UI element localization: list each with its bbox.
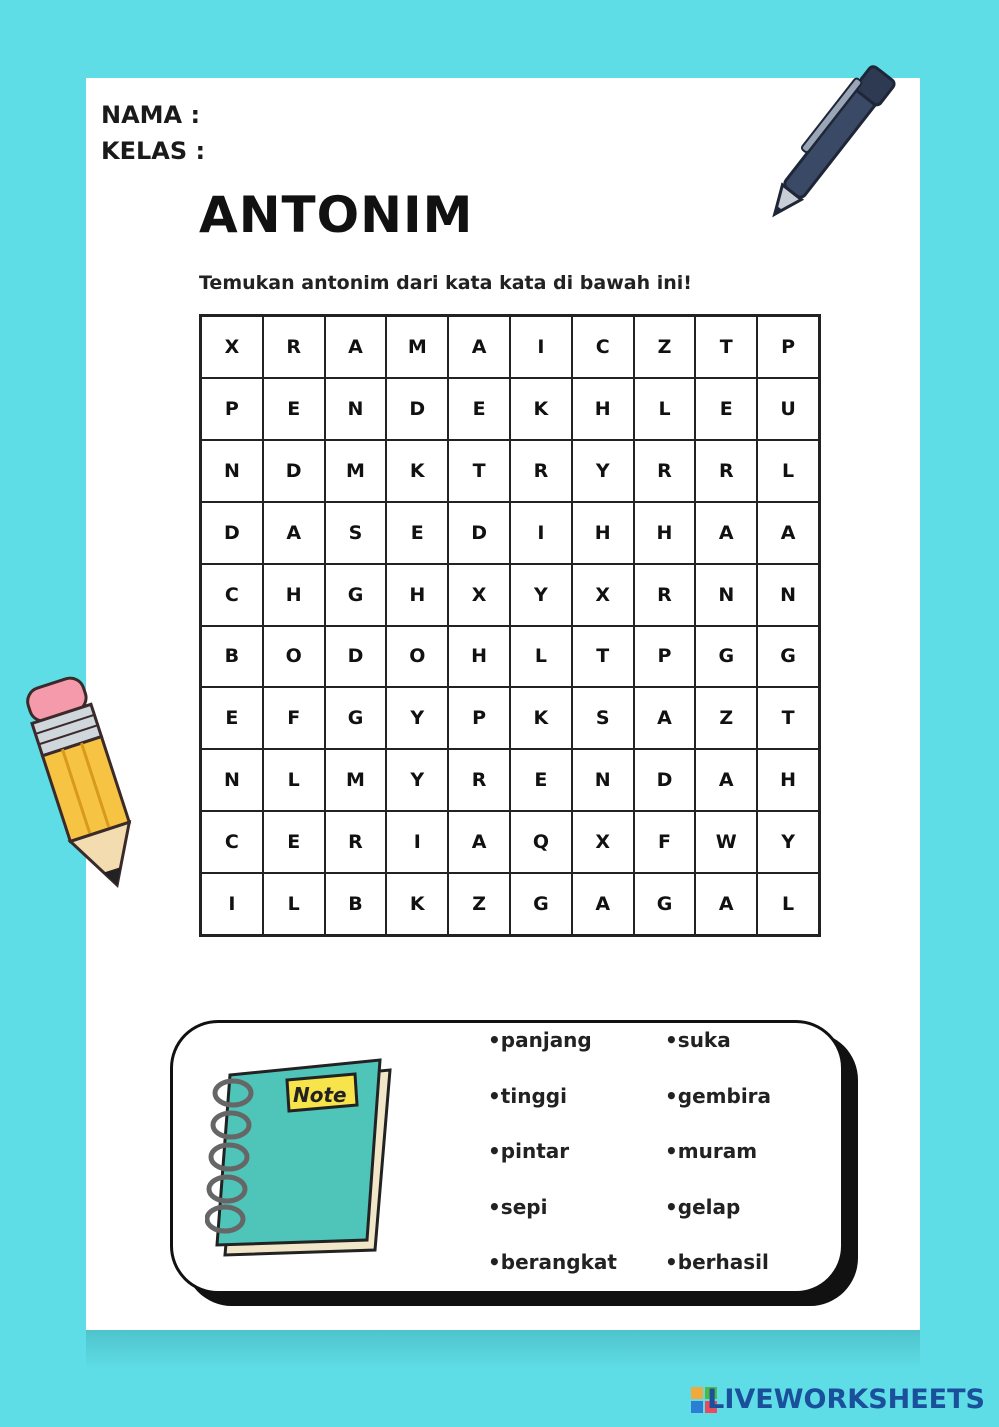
grid-cell[interactable]: I: [510, 502, 572, 564]
grid-cell[interactable]: L: [634, 378, 696, 440]
grid-cell[interactable]: C: [201, 811, 263, 873]
word-item: •berangkat: [488, 1250, 617, 1274]
grid-cell[interactable]: E: [386, 502, 448, 564]
grid-cell[interactable]: Z: [448, 873, 510, 935]
grid-cell[interactable]: L: [757, 873, 819, 935]
grid-cell[interactable]: E: [263, 811, 325, 873]
grid-cell[interactable]: A: [695, 873, 757, 935]
grid-cell[interactable]: A: [695, 502, 757, 564]
grid-cell[interactable]: M: [325, 749, 387, 811]
pencil-icon: [25, 668, 150, 898]
grid-cell[interactable]: R: [634, 564, 696, 626]
name-label: NAMA :: [101, 101, 201, 129]
grid-cell[interactable]: H: [386, 564, 448, 626]
grid-cell[interactable]: D: [263, 440, 325, 502]
grid-cell[interactable]: Z: [695, 687, 757, 749]
grid-cell[interactable]: H: [757, 749, 819, 811]
grid-cell[interactable]: P: [757, 316, 819, 378]
grid-cell[interactable]: B: [325, 873, 387, 935]
grid-cell[interactable]: R: [510, 440, 572, 502]
grid-cell[interactable]: I: [201, 873, 263, 935]
word-item: •gembira: [665, 1083, 772, 1108]
grid-cell[interactable]: D: [386, 378, 448, 440]
grid-cell[interactable]: G: [325, 687, 387, 749]
grid-cell[interactable]: X: [448, 564, 510, 626]
word-item: •pintar: [488, 1139, 570, 1163]
grid-cell[interactable]: N: [201, 440, 263, 502]
page-shadow: [86, 1330, 920, 1370]
grid-cell[interactable]: H: [263, 564, 325, 626]
grid-cell[interactable]: T: [757, 687, 819, 749]
grid-cell[interactable]: F: [263, 687, 325, 749]
grid-cell[interactable]: G: [634, 873, 696, 935]
grid-cell[interactable]: Y: [572, 440, 634, 502]
grid-cell[interactable]: A: [448, 811, 510, 873]
grid-cell[interactable]: A: [325, 316, 387, 378]
grid-cell[interactable]: N: [757, 564, 819, 626]
grid-cell[interactable]: T: [695, 316, 757, 378]
grid-cell[interactable]: R: [263, 316, 325, 378]
grid-cell[interactable]: D: [201, 502, 263, 564]
grid-cell[interactable]: H: [572, 378, 634, 440]
grid-cell[interactable]: A: [448, 316, 510, 378]
grid-cell[interactable]: P: [201, 378, 263, 440]
grid-cell[interactable]: E: [448, 378, 510, 440]
grid-cell[interactable]: H: [634, 502, 696, 564]
grid-cell[interactable]: Y: [510, 564, 572, 626]
grid-cell[interactable]: G: [325, 564, 387, 626]
word-item: •gelap: [665, 1194, 741, 1219]
grid-cell[interactable]: T: [448, 440, 510, 502]
word-item: •suka: [665, 1028, 731, 1052]
word-item: •tinggi: [488, 1083, 567, 1108]
grid-cell[interactable]: D: [634, 749, 696, 811]
instruction-text: Temukan antonim dari kata kata di bawah ini!: [199, 272, 692, 294]
grid-cell[interactable]: K: [510, 687, 572, 749]
grid-cell[interactable]: G: [757, 626, 819, 688]
grid-cell[interactable]: U: [757, 378, 819, 440]
grid-cell[interactable]: K: [386, 440, 448, 502]
grid-cell[interactable]: Q: [510, 811, 572, 873]
grid-cell[interactable]: L: [757, 440, 819, 502]
notebook-icon: [205, 1055, 405, 1265]
grid-cell[interactable]: C: [572, 316, 634, 378]
note-tag-label: Note: [293, 1083, 347, 1107]
grid-cell[interactable]: R: [448, 749, 510, 811]
grid-cell[interactable]: O: [386, 626, 448, 688]
grid-cell[interactable]: S: [325, 502, 387, 564]
grid-cell[interactable]: K: [386, 873, 448, 935]
grid-cell[interactable]: N: [572, 749, 634, 811]
grid-cell[interactable]: A: [695, 749, 757, 811]
grid-cell[interactable]: X: [572, 811, 634, 873]
grid-cell[interactable]: L: [263, 873, 325, 935]
grid-cell[interactable]: N: [201, 749, 263, 811]
grid-cell[interactable]: P: [634, 626, 696, 688]
word-item: •muram: [665, 1139, 758, 1163]
pen-icon: [735, 25, 940, 250]
grid-cell[interactable]: X: [201, 316, 263, 378]
grid-cell[interactable]: B: [201, 626, 263, 688]
grid-cell[interactable]: A: [572, 873, 634, 935]
grid-cell[interactable]: D: [325, 626, 387, 688]
grid-cell[interactable]: X: [572, 564, 634, 626]
grid-cell[interactable]: P: [448, 687, 510, 749]
grid-cell[interactable]: F: [634, 811, 696, 873]
grid-cell[interactable]: I: [386, 811, 448, 873]
grid-cell[interactable]: R: [325, 811, 387, 873]
grid-cell[interactable]: H: [572, 502, 634, 564]
grid-cell[interactable]: T: [572, 626, 634, 688]
grid-cell[interactable]: G: [695, 626, 757, 688]
word-search-grid: [199, 314, 821, 937]
class-label: KELAS :: [101, 137, 206, 165]
grid-cell[interactable]: M: [325, 440, 387, 502]
grid-cell[interactable]: G: [510, 873, 572, 935]
grid-cell[interactable]: N: [325, 378, 387, 440]
grid-cell[interactable]: L: [510, 626, 572, 688]
grid-cell[interactable]: M: [386, 316, 448, 378]
grid-cell[interactable]: R: [634, 440, 696, 502]
grid-cell[interactable]: R: [695, 440, 757, 502]
grid-cell[interactable]: E: [263, 378, 325, 440]
grid-cell[interactable]: E: [695, 378, 757, 440]
word-item: •berhasil: [665, 1250, 769, 1274]
grid-cell[interactable]: A: [757, 502, 819, 564]
grid-cell[interactable]: N: [695, 564, 757, 626]
grid-cell[interactable]: K: [510, 378, 572, 440]
grid-cell[interactable]: I: [510, 316, 572, 378]
grid-cell[interactable]: L: [263, 749, 325, 811]
grid-cell[interactable]: Z: [634, 316, 696, 378]
grid-cell[interactable]: D: [448, 502, 510, 564]
grid-cell[interactable]: Y: [386, 749, 448, 811]
page-title: ANTONIM: [199, 186, 474, 244]
grid-cell[interactable]: Y: [757, 811, 819, 873]
grid-cell[interactable]: C: [201, 564, 263, 626]
grid-cell[interactable]: A: [634, 687, 696, 749]
grid-cell[interactable]: H: [448, 626, 510, 688]
watermark: LIVEWORKSHEETS: [707, 1384, 985, 1415]
grid-cell[interactable]: S: [572, 687, 634, 749]
grid-cell[interactable]: Y: [386, 687, 448, 749]
grid-cell[interactable]: O: [263, 626, 325, 688]
grid-cell[interactable]: E: [510, 749, 572, 811]
word-item: •sepi: [488, 1194, 548, 1219]
grid-cell[interactable]: W: [695, 811, 757, 873]
word-item: •panjang: [488, 1028, 592, 1052]
grid-cell[interactable]: A: [263, 502, 325, 564]
grid-cell[interactable]: E: [201, 687, 263, 749]
